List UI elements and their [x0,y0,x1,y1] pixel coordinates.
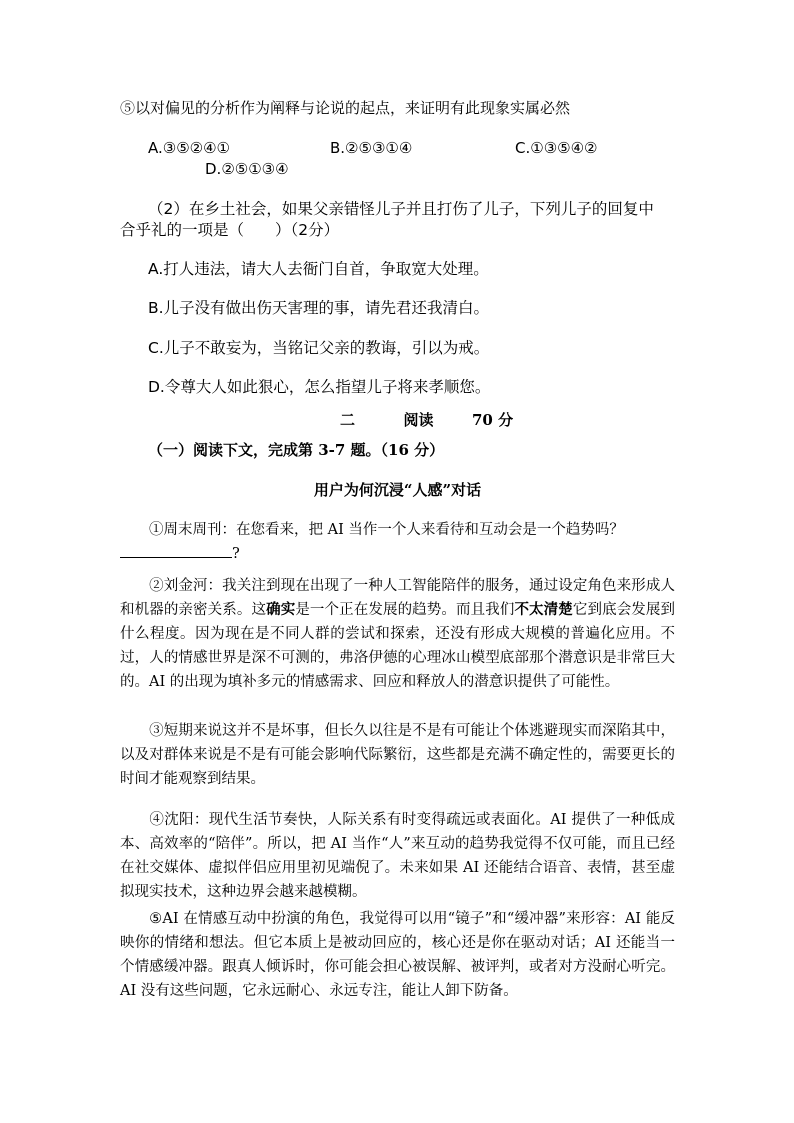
paragraph-2-text-c: 是一个正在发展的趋势。而且我们 [295,602,515,618]
section-heading [340,408,513,432]
emphasis-word-2: 不太清楚 [514,601,573,618]
paragraph-2-text-a: ②刘金河：我关注到现在出现了一种人工智能陪伴的服务，通过设定角色来形成人和机器的亲密关系。这 [120,578,675,618]
q2-option-c: C.儿子不敢妄为，当铭记父亲的教诲，引以为戒。 [148,339,490,357]
paragraph-4 [120,808,675,904]
article-title: 用户为何沉浸“人感”对话 [313,481,482,499]
paragraph-5-text: ⑤AI 在情感互动中扮演的角色，我觉得可以用“镜子”和“缓冲器”来形容：AI 能反映你的情绪和想法。但它本质上是被动回应的，核心还是你在驱动对话；AI 还能当一个情感缓冲器。跟真人倾诉时，你可能会担心被误解、被评判，或者对方没耐心听完。AI 没有这些问题，它永远耐心、永远专注，能让人卸下防备。 [120,911,675,999]
q2-option-a: A.打人违法，请大人去衙门自首，争取宽大处理。 [148,260,489,278]
q2-stem-line-1: （2）在乡土社会，如果父亲错怪儿子并且打伤了儿子，下列儿子的回复中 [148,200,654,218]
paragraph-4-text: ④沈阳：现代生活节奏快，人际关系有时变得疏远或表面化。AI 提供了一种低成本、高效率的“陪伴”。所以，把 AI 当作“人”来互动的趋势我觉得不仅可能，而且已经在社交媒体、虚拟伴侣应用里初见端倪了。未来如果 AI 还能结合语音、表情，甚至虚拟现实技术，这种边界会越来越模糊。 [120,812,675,900]
q2-option-d: D.令尊大人如此狠心，怎么指望儿子将来孝顺您。 [148,378,491,396]
paragraph-2-text-d: 它到底会发展到什么程度。因为现在是不同人群的尝试和探索，还没有形成大规模的普遍化应用。不过，人的情感世界是深不可测的，弗洛伊德的心理冰山模型底部那个潜意识是非常巨大的。AI 的出现为填补多元的情感需求、回应和释放人的潜意识提供了可能性。 [120,602,676,690]
q1-option-d: D.②⑤①③④ [205,160,289,178]
section-number: 二 [340,411,356,429]
q1-option-a: A.③⑤②④① [148,139,231,157]
q2-option-b: B.儿子没有做出伤天害理的事，请先君还我清白。 [148,299,490,317]
paragraph-3 [120,719,675,791]
paragraph-1-text: ①周末周刊：在您看来，把 AI 当作一个人来看待和互动会是一个趋势吗？ [149,522,624,538]
paragraph-2 [120,574,675,694]
answer-blank[interactable] [120,543,232,558]
q1-option-c: C.①③⑤④② [515,139,598,157]
emphasis-word-1: 确实 [266,601,296,618]
q1-option-b: B.②⑤③①④ [330,139,413,157]
section-name: 阅读 [403,411,434,429]
reading-instruction: （一）阅读下文，完成第 3-7 题。（16 分） [148,441,445,459]
paragraph-1 [120,518,675,566]
q2-stem-line-2: 合乎礼的一项是（ ）（2分） [120,221,340,239]
section-score: 70 分 [471,411,514,429]
paragraph-1-tail: ? [232,546,240,562]
paragraph-5 [120,907,675,1003]
paragraph-3-text: ③短期来说这并不是坏事，但长久以往是不是有可能让个体逃避现实而深陷其中，以及对群体来说是不是有可能会影响代际繁衍，这些都是充满不确定性的，需要更长的时间才能观察到结果。 [120,723,675,787]
q1-item-5: ⑤以对偏见的分析作为阐释与论说的起点，来证明有此现象实属必然 [120,99,571,117]
